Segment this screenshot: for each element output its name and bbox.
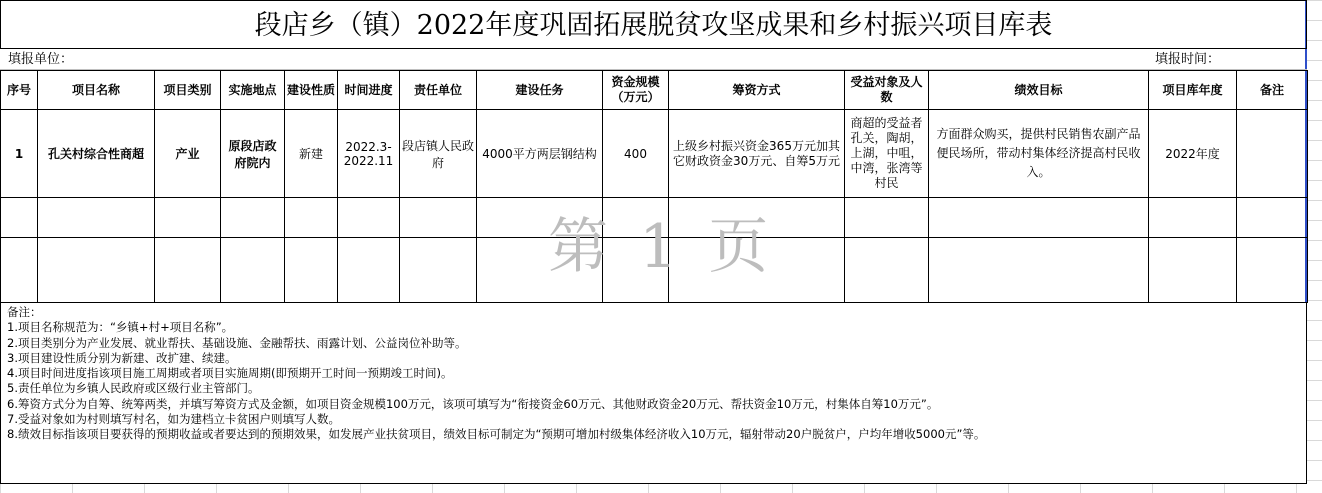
col-financing[interactable]: 筹资方式 [669, 71, 845, 110]
fill-time-label: 填报时间： [1155, 52, 1221, 67]
cell-location[interactable]: 原段店政府院内 [221, 110, 285, 198]
empty-cell[interactable] [845, 238, 929, 303]
cell-remark[interactable] [1237, 110, 1308, 198]
empty-cell[interactable] [338, 198, 400, 238]
cell-funds[interactable]: 400 [603, 110, 669, 198]
col-performance[interactable]: 绩效目标 [929, 71, 1149, 110]
note-line: 4.项目时间进度指该项目施工周期或者项目实施周期(即预期开工时间一预期竣工时间)。 [7, 366, 453, 381]
meta-row [0, 49, 1307, 70]
cell-performance[interactable]: 方面群众购买，提供村民销售农副产品便民场所，带动村集体经济提高村民收入。 [929, 110, 1149, 198]
empty-cell[interactable] [338, 238, 400, 303]
page-watermark: 第 1 页 [548, 212, 775, 282]
note-line: 7.受益对象如为村则填写村名，如为建档立卡贫困户则填写人数。 [7, 412, 340, 427]
col-name[interactable]: 项目名称 [38, 71, 155, 110]
empty-cell[interactable] [1237, 238, 1308, 303]
cell-year[interactable]: 2022年度 [1149, 110, 1237, 198]
cell-name[interactable]: 孔关村综合性商超 [38, 110, 155, 198]
note-line: 8.绩效目标指该项目要获得的预期收益或者要达到的预期效果，如发展产业扶贫项目，绩效目标可制定为“预期可增加村级集体经济收入10万元，辐射带动20户脱贫户，户均年增收5000元”等。 [7, 427, 986, 442]
cell-category[interactable]: 产业 [155, 110, 221, 198]
note-line: 3.项目建设性质分别为新建、改扩建、续建。 [7, 350, 237, 365]
empty-cell[interactable] [285, 198, 338, 238]
empty-cell[interactable] [1, 238, 38, 303]
cell-financing[interactable]: 上级乡村振兴资金365万元加其它财政资金30万元、自筹5万元 [669, 110, 845, 198]
empty-cell[interactable] [845, 198, 929, 238]
empty-cell[interactable] [285, 238, 338, 303]
empty-cell[interactable] [1149, 238, 1237, 303]
col-responsible[interactable]: 责任单位 [400, 71, 477, 110]
empty-cell[interactable] [1237, 198, 1308, 238]
col-seq[interactable]: 序号 [1, 71, 38, 110]
col-beneficiary[interactable]: 受益对象及人数 [845, 71, 929, 110]
col-nature[interactable]: 建设性质 [285, 71, 338, 110]
cell-task[interactable]: 4000平方两层钢结构 [477, 110, 603, 198]
empty-cell[interactable] [221, 238, 285, 303]
fill-unit-label: 填报单位： [8, 52, 74, 67]
note-line: 5.责任单位为乡镇人民政府或区级行业主管部门。 [7, 381, 260, 396]
col-category[interactable]: 项目类别 [155, 71, 221, 110]
cell-beneficiary[interactable]: 商超的受益者孔关，陶胡，上湖，中咀，中湾，张湾等村民 [845, 110, 929, 198]
cell-schedule[interactable]: 2022.3-2022.11 [338, 110, 400, 198]
col-funds[interactable]: 资金规模（万元） [603, 71, 669, 110]
note-line: 6.筹资方式分为自筹、统筹两类，并填写筹资方式及金额，如项目资金规模100万元，该项可填写为“衔接资金60万元、其他财政资金20万元、帮扶资金10万元，村集体自筹10万元”。 [7, 396, 939, 411]
empty-cell[interactable] [1149, 198, 1237, 238]
sheet-title: 段店乡（镇）2022年度巩固拓展脱贫攻坚成果和乡村振兴项目库表 [0, 0, 1307, 49]
table-row [1, 110, 1308, 198]
cell-seq[interactable]: 1 [1, 110, 38, 198]
note-line: 1.项目名称规范为：“乡镇+村+项目名称”。 [7, 320, 234, 335]
note-line: 2.项目类别分为产业发展、就业帮扶、基础设施、金融帮扶、雨露计划、公益岗位补助等。 [7, 335, 467, 350]
col-task[interactable]: 建设任务 [477, 71, 603, 110]
empty-cell[interactable] [155, 198, 221, 238]
col-remark[interactable]: 备注 [1237, 71, 1308, 110]
empty-cell[interactable] [400, 238, 477, 303]
cell-nature[interactable]: 新建 [285, 110, 338, 198]
empty-cell[interactable] [400, 198, 477, 238]
empty-cell[interactable] [1, 198, 38, 238]
empty-cell[interactable] [38, 238, 155, 303]
note-line: 备注： [7, 305, 42, 319]
col-location[interactable]: 实施地点 [221, 71, 285, 110]
empty-cell[interactable] [38, 198, 155, 238]
empty-cell[interactable] [221, 198, 285, 238]
header-row [1, 71, 1308, 110]
empty-cell[interactable] [155, 238, 221, 303]
empty-cell[interactable] [929, 198, 1149, 238]
empty-cell[interactable] [929, 238, 1149, 303]
col-year[interactable]: 项目库年度 [1149, 71, 1237, 110]
col-schedule[interactable]: 时间进度 [338, 71, 400, 110]
notes-section [0, 303, 1307, 484]
cell-responsible[interactable]: 段店镇人民政府 [400, 110, 477, 198]
